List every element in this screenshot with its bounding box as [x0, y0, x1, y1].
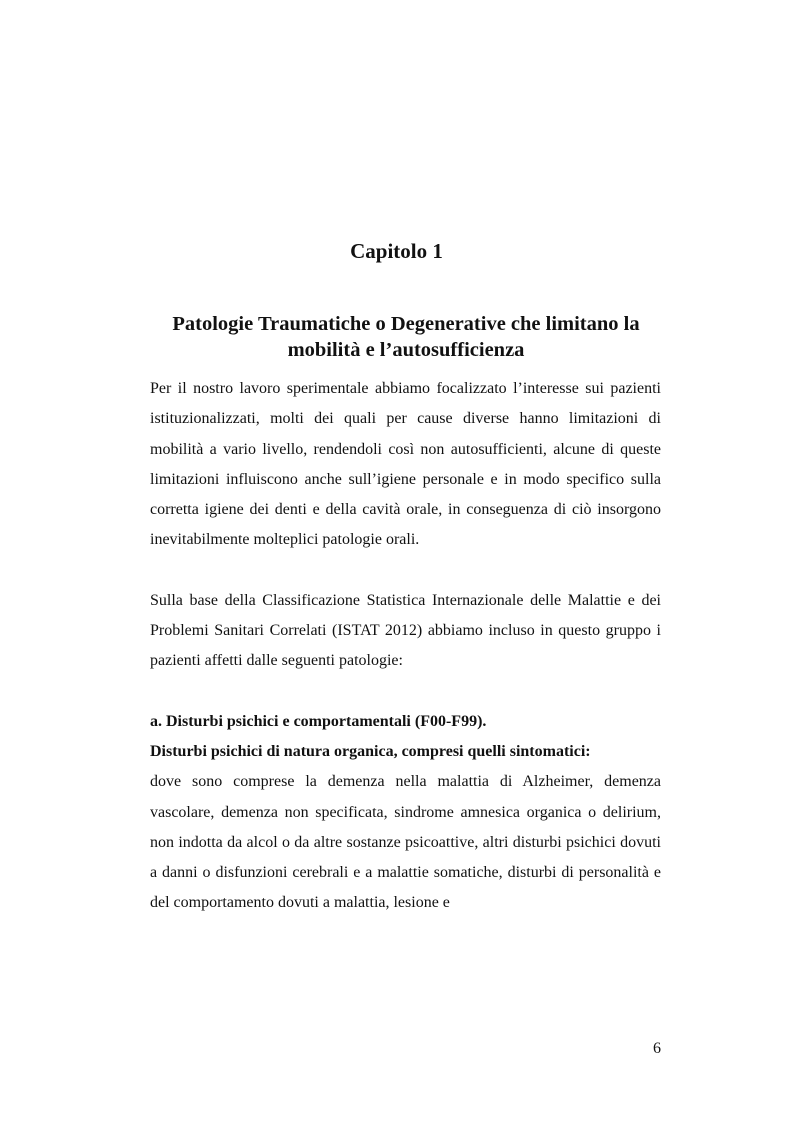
intro-paragraph: Per il nostro lavoro sperimentale abbiamo focalizzato l’interesse sui pazienti istituzionalizzati, molti dei quali per cause diverse hanno limitazioni di mobilità a vario livello, rendendoli così non autosufficienti, alcune di queste limitazioni influiscono anche sull’igiene personale e in modo specifico sulla corretta igiene dei denti e della cavità orale, in conseguenza di ciò insorgono inevitabilmente molteplici patologie orali. [150, 380, 661, 549]
classification-paragraph: Sulla base della Classificazione Statistica Internazionale delle Malattie e dei Problemi Sanitari Correlati (ISTAT 2012) abbiamo incluso in questo gruppo i pazienti affetti dalle seguenti patologie: [150, 591, 661, 670]
chapter-title: Patologie Traumatiche o Degenerative che limitano la mobilità e l’autosufficienza [172, 313, 640, 361]
paragraph-spacer [150, 677, 661, 707]
section-heading-a: a. Disturbi psichici e comportamentali (F00-F99). [150, 712, 487, 730]
paragraph-spacer [150, 556, 661, 586]
chapter-heading: Capitolo 1 [350, 239, 443, 263]
disorders-paragraph: dove sono comprese la demenza nella malattia di Alzheimer, demenza vascolare, demenza non specificata, sindrome amnesica organica o delirium, non indotta da alcol o da altre sostanze psicoattive, altri disturbi psichici dovuti a danni o disfunzioni cerebrali e a malattie somatiche, disturbi di personalità e del comportamento dovuti a malattia, lesione e [150, 773, 661, 912]
body-text [150, 374, 661, 919]
page-number: 6 [653, 1040, 661, 1057]
subsection-heading: Disturbi psichici di natura organica, compresi quelli sintomatici: [150, 742, 591, 760]
